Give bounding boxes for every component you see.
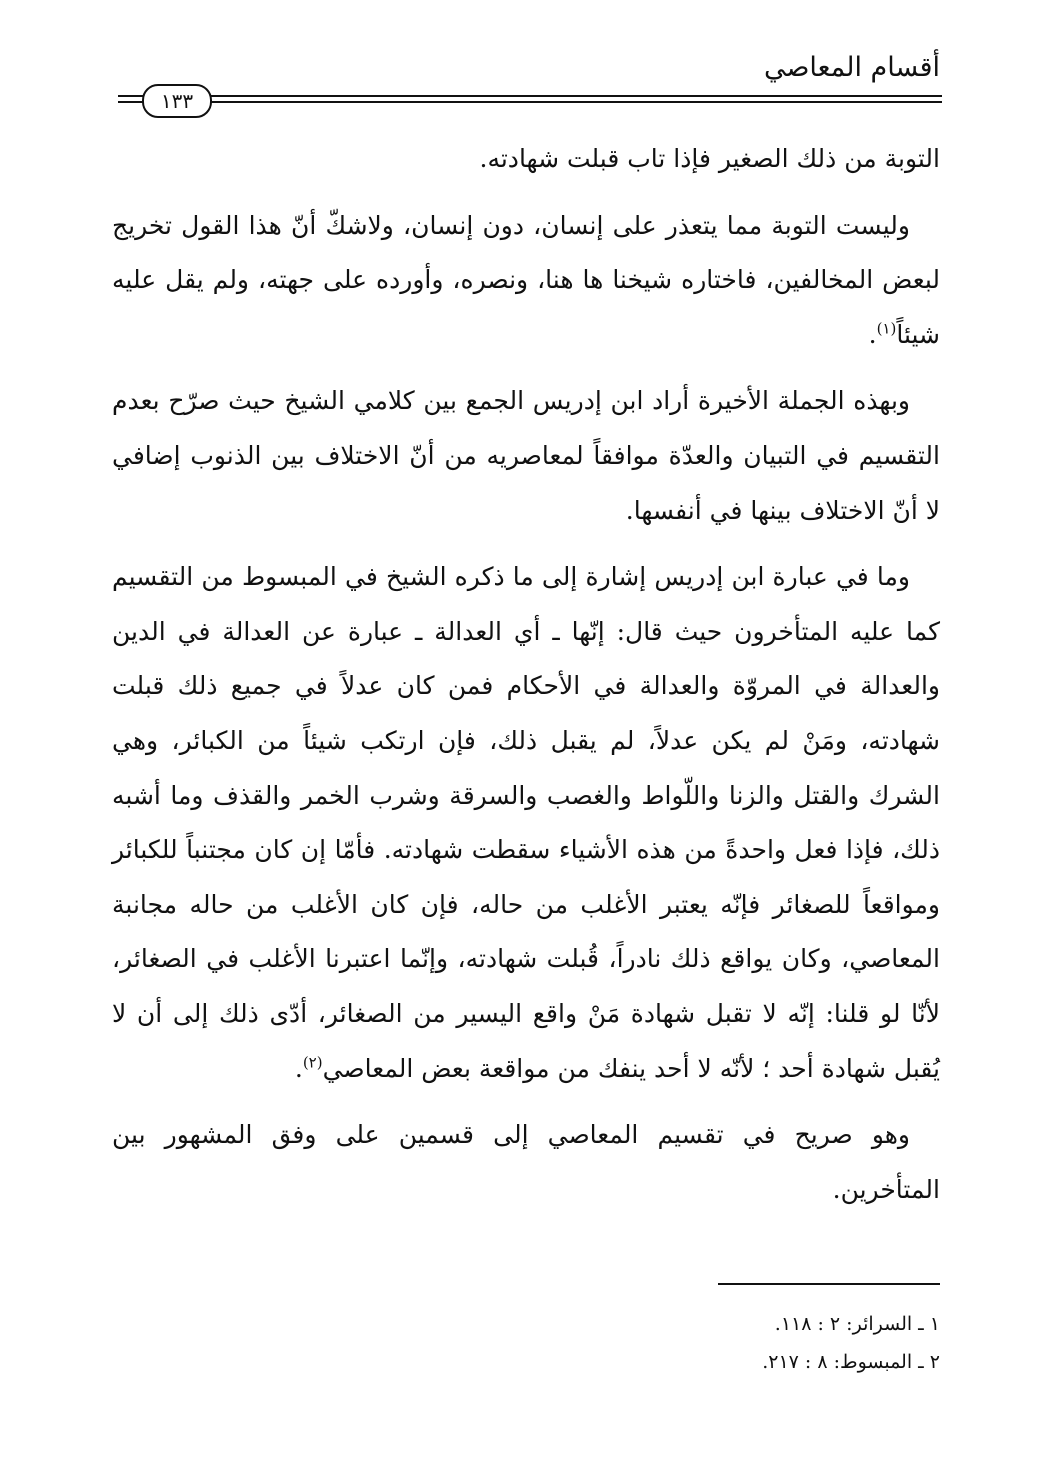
header-rule-top: [118, 95, 942, 97]
paragraph-text: وهو صريح في تقسيم المعاصي إلى قسمين على وفق المشهور بين المتأخرين.: [112, 1120, 940, 1204]
paragraph-end-mark: .: [868, 319, 877, 349]
paragraph: [112, 374, 940, 538]
paragraph-text: وليست التوبة مما يتعذر على إنسان، دون إنسان، ولاشكّ أنّ هذا القول تخريج لبعض المخالفين، فاختاره شيخنا ها هنا، ونصره، وأورده على جهته، ولم يقل عليه شيئاً: [112, 210, 940, 349]
footnote-reference[interactable]: (٢): [302, 1053, 323, 1072]
running-header-title: أقسام المعاصي: [763, 52, 940, 83]
paragraph: [112, 132, 940, 187]
footnote-item: ٢ ـ المبسوط: ٨ : ٢١٧.: [762, 1351, 940, 1373]
page-number-badge: ١٣٣: [142, 84, 212, 118]
footnote-separator: [718, 1283, 940, 1285]
header-rule-bottom: [118, 101, 942, 103]
footnote-reference[interactable]: (١): [876, 319, 897, 338]
footnotes: [762, 1305, 940, 1381]
paragraph: [112, 1108, 940, 1217]
paragraph-text: وبهذه الجملة الأخيرة أراد ابن إدريس الجمع بين كلامي الشيخ حيث صرّح بعدم التقسيم في التبيان والعدّة موافقاً لمعاصريه من أنّ الاختلاف بين الذنوب إضافي لا أنّ الاختلاف بينها في أنفسها.: [112, 386, 940, 525]
paragraph-text: التوبة من ذلك الصغير فإذا تاب قبلت شهادته.: [479, 144, 940, 173]
paragraph: [112, 199, 940, 363]
paragraph-text: وما في عبارة ابن إدريس إشارة إلى ما ذكره الشيخ في المبسوط من التقسيم كما عليه المتأخرون حيث قال: إنّها ـ أي العدالة ـ عبارة عن العدالة في الدين والعدالة في المروّة والعدالة في الأحكام فمن كان عدلاً في جميع ذلك قبلت شهادته، ومَنْ لم يكن عدلاً، لم يقبل ذلك، فإن ارتكب شيئاً من الكبائر، وهي الشرك والقتل والزنا واللّواط والغصب والسرقة وشرب الخمر والقذف وما أشبه ذلك، فإذا فعل واحدةً من هذه الأشياء سقطت شهادته. فأمّا إن كان مجتنباً للكبائر ومواقعاً للصغائر فإنّه يعتبر الأغلب من حاله، فإن كان الأغلب من حاله مجانبة المعاصي، وكان يواقع ذلك نادراً، قُبلت شهادته، وإنّما اعتبرنا الأغلب في الصغائر، لأنّا لو قلنا: إنّه لا تقبل شهادة مَنْ واقع اليسير من الصغائر، أدّى ذلك إلى أن لا يُقبل شهادة أحد ؛ لأنّه لا أحد ينفك من مواقعة بعض المعاصي: [112, 562, 940, 1083]
paragraph: [112, 550, 940, 1096]
footnote-item: ١ ـ السرائر: ٢ : ١١٨.: [774, 1313, 940, 1335]
paragraph-end-mark: .: [294, 1053, 303, 1083]
main-text: [112, 132, 940, 1229]
